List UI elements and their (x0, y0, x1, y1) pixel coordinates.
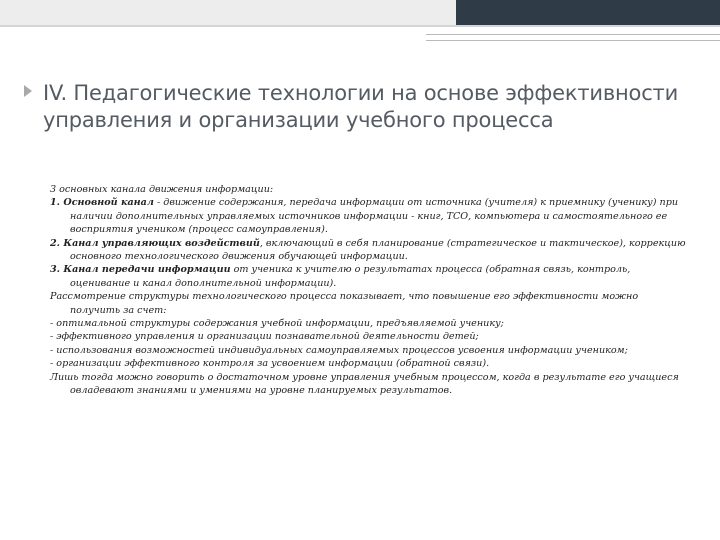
channel-3-text: от ученика к учителю о результатах процесса (обратная связь, контроль, оценивание и канал дополнительной информации). (70, 264, 631, 289)
channel-2 (50, 237, 690, 264)
decorative-line (426, 40, 720, 41)
channel-1-title: 1. Основной канал (50, 197, 154, 209)
channel-1-text: - движение содержания, передача информации от источника (учителя) к приемнику (ученику) при наличии дополнительных управляемых источников информации - книг, ТСО, компьютера и самостоятельного ее восприятия учеником (процесс самоуправления). (70, 197, 679, 236)
title-marker-icon (24, 85, 32, 97)
top-divider (0, 25, 720, 27)
bullet-item: - эффективного управления и организации познавательной деятельности детей; (50, 331, 479, 343)
conclusion-text: Лишь тогда можно говорить о достаточном уровне управления учебным процессом, когда в результате его учащиеся овладевают знаниями и умениями на уровне планируемых результатов. (50, 371, 679, 397)
consideration-text: Рассмотрение структуры технологического процесса показывает, что повышение его эффективности можно получить за счет: (50, 291, 639, 316)
slide-title: IV. Педагогические технологии на основе эффективности управления и организации учебного процесса (43, 81, 679, 132)
slide-body (50, 183, 690, 398)
top-accent-block (456, 0, 720, 25)
intro-line: 3 основных канала движения информации: (50, 184, 274, 195)
channel-2-title: 2. Канал управляющих воздействий (50, 237, 260, 249)
decorative-line (426, 34, 720, 35)
bullet-item: - организации эффективного контроля за усвоением информации (обратной связи). (50, 358, 490, 370)
channel-2-text: , включающий в себя планирование (стратегическое и тактическое), коррекцию основного технологического движения обучающей информации. (70, 237, 686, 263)
channel-3-title: 3. Канал передачи информации (50, 264, 231, 276)
channel-3 (50, 263, 690, 290)
channel-1 (50, 196, 690, 236)
bullet-item: - оптимальной структуры содержания учебной информации, предъявляемой ученику; (50, 318, 504, 330)
bullet-item: - использования возможностей индивидуальных самоуправляемых процессов усвоения информации учеником; (50, 344, 628, 356)
